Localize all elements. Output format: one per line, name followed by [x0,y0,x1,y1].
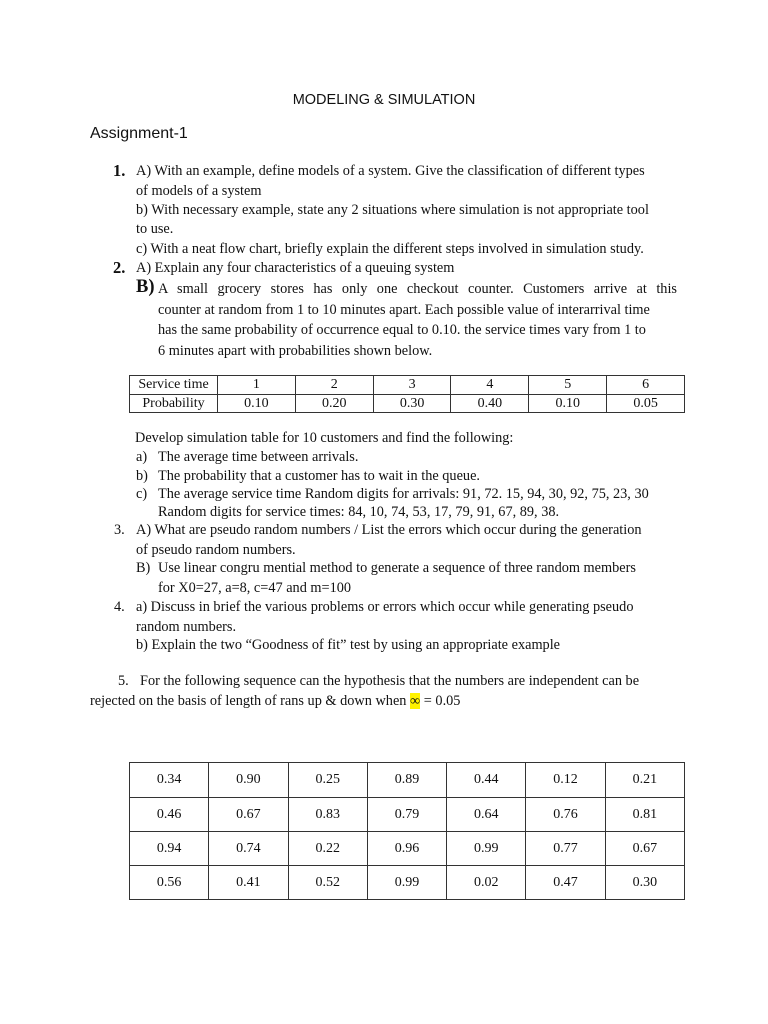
table-cell: 0.83 [288,798,367,832]
service-time-cell: 6 [607,376,685,395]
probability-row [130,395,685,413]
q2-b-label: B) [136,277,155,297]
probability-cell: 0.30 [373,395,451,413]
random-numbers-table [129,762,685,900]
table-cell: 0.22 [288,832,367,866]
q5-number: 5. [118,673,129,689]
q1-a-line1: A) With an example, define models of a system. Give the classification of different types [136,163,645,179]
q1-b-line2: to use. [136,221,174,237]
q1-number: 1. [113,161,126,180]
table-cell: 0.67 [605,832,684,866]
q5-line2-text: rejected on the basis of length of rans up & down when [90,693,411,709]
table-cell: 0.77 [526,832,605,866]
table-cell: 0.94 [130,832,209,866]
q4-number: 4. [114,599,125,615]
service-time-cell: 2 [295,376,373,395]
table-row [130,763,685,798]
table-cell: 0.89 [367,763,446,798]
q5-line2-end: = 0.05 [420,693,461,709]
table-cell: 0.44 [447,763,526,798]
table-cell: 0.99 [367,866,446,900]
table-cell: 0.47 [526,866,605,900]
q1-c-line1: c) With a neat flow chart, briefly explain the different steps involved in simulation study. [136,241,644,257]
q5-line2 [90,692,460,711]
q3-b-line2: for X0=27, a=8, c=47 and m=100 [158,580,352,596]
table-cell: 0.25 [288,763,367,798]
q5-line1: For the following sequence can the hypothesis that the numbers are independent can be [140,673,640,689]
item-text-b: The probability that a customer has to wait in the queue. [158,468,480,484]
item-marker-b: b) [136,468,148,484]
service-time-cell: 3 [373,376,451,395]
table-row [130,866,685,900]
item-text-a: The average time between arrivals. [158,449,359,465]
q1-b-line1: b) With necessary example, state any 2 situations where simulation is not appropriate tool [136,202,649,218]
table-cell: 0.76 [526,798,605,832]
table-cell: 0.34 [130,763,209,798]
table-cell: 0.74 [209,832,288,866]
service-time-cell: 1 [218,376,296,395]
q2-b-line3: has the same probability of occurrence equal to 0.10. the service times vary from 1 to [158,322,646,338]
q3-b-line1: Use linear congru mential method to generate a sequence of three random members [158,560,636,576]
service-time-cell: 5 [529,376,607,395]
probability-cell: 0.05 [607,395,685,413]
develop-text: Develop simulation table for 10 customers and find the following: [135,430,514,446]
probability-cell: 0.10 [218,395,296,413]
service-time-table [129,375,685,413]
q2-b-line2: counter at random from 1 to 10 minutes apart. Each possible value of interarrival time [158,302,650,318]
table-cell: 0.41 [209,866,288,900]
table-cell: 0.81 [605,798,684,832]
q2-b-line1: A small grocery stores has only one checkout counter. Customers arrive at this [158,281,677,297]
table-row [130,798,685,832]
table-cell: 0.96 [367,832,446,866]
item-text-c: The average service time Random digits for arrivals: 91, 72. 15, 94, 30, 92, 75, 23, 30 [158,486,649,502]
probability-cell: 0.10 [529,395,607,413]
q1-a-line2: of models of a system [136,183,262,199]
page-title: MODELING & SIMULATION [292,92,476,108]
probability-label: Probability [130,395,218,413]
item-marker-c: c) [136,486,148,502]
q4-a-line1: a) Discuss in brief the various problems or errors which occur while generating pseudo [136,599,634,615]
table-row [130,832,685,866]
table-cell: 0.90 [209,763,288,798]
q4-b-line1: b) Explain the two “Goodness of fit” test by using an appropriate example [136,637,561,653]
q4-a-line2: random numbers. [136,619,237,635]
table-cell: 0.21 [605,763,684,798]
table-cell: 0.52 [288,866,367,900]
q3-a-line2: of pseudo random numbers. [136,542,296,558]
table-cell: 0.99 [447,832,526,866]
table-cell: 0.30 [605,866,684,900]
table-cell: 0.79 [367,798,446,832]
assignment-heading: Assignment-1 [90,125,188,142]
infinity-symbol: ∞ [410,693,421,709]
service-time-cell: 4 [451,376,529,395]
service-time-row [130,376,685,395]
table-cell: 0.64 [447,798,526,832]
table-cell: 0.12 [526,763,605,798]
table-cell: 0.46 [130,798,209,832]
service-time-label: Service time [130,376,218,395]
table-cell: 0.02 [447,866,526,900]
q2-a: A) Explain any four characteristics of a queuing system [136,260,455,276]
item-text-c-cont: Random digits for service times: 84, 10, 74, 53, 17, 79, 91, 67, 89, 38. [158,504,560,520]
q2-number: 2. [113,258,126,277]
q3-number: 3. [114,522,125,538]
item-marker-a: a) [136,449,148,465]
q2-b-line4: 6 minutes apart with probabilities shown below. [158,343,433,359]
table-cell: 0.56 [130,866,209,900]
q3-b-label: B) [136,560,151,576]
probability-cell: 0.20 [295,395,373,413]
probability-cell: 0.40 [451,395,529,413]
q3-a-line1: A) What are pseudo random numbers / List the errors which occur during the generation [136,522,642,538]
table-cell: 0.67 [209,798,288,832]
